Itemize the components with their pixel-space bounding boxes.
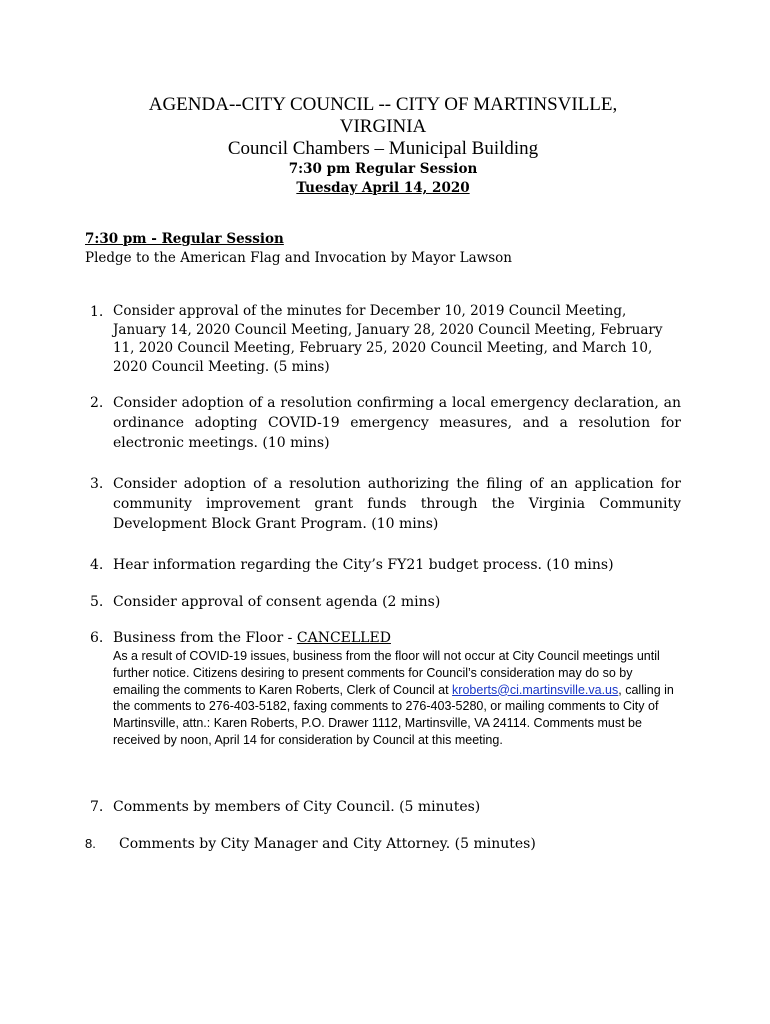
business-floor-note <box>113 648 681 749</box>
meeting-location: Council Chambers – Municipal Building <box>227 138 539 159</box>
item-number: 1. <box>90 304 104 320</box>
agenda-item-7 <box>85 797 681 817</box>
agenda-item-2 <box>85 393 681 453</box>
item-6-label: Business from the Floor - <box>113 630 297 646</box>
item-text: Consider approval of the minutes for December 10, 2019 Council Meeting, January 14, 2020 Council Meeting, January 28, 2020 Council Meeting, February 11, 2020 Council Meeting, February 25, 2020 Council Meeting, and March 10, 2020 Council Meeting. (5 mins) <box>113 303 663 375</box>
agenda-title-line2: VIRGINIA <box>339 116 427 137</box>
item-text: Comments by members of City Council. (5 minutes) <box>113 799 481 815</box>
item-number: 8. <box>85 836 96 851</box>
agenda-title-line1: AGENDA--CITY COUNCIL -- CITY OF MARTINSVILLE, <box>148 94 618 115</box>
agenda-item-8 <box>85 834 536 854</box>
item-number: 2. <box>90 395 104 411</box>
item-number: 3. <box>90 476 104 492</box>
item-text: Consider approval of consent agenda (2 mins) <box>113 594 441 610</box>
meeting-date: Tuesday April 14, 2020 <box>296 180 470 196</box>
session-time: 7:30 pm Regular Session <box>288 161 478 177</box>
item-number: 4. <box>90 557 104 573</box>
item-number: 5. <box>90 594 104 610</box>
regular-session-title: 7:30 pm - Regular Session <box>85 231 284 247</box>
agenda-header <box>85 94 681 198</box>
agenda-item-4 <box>85 555 681 575</box>
clerk-email-link[interactable]: kroberts@ci.martinsville.va.us <box>452 682 619 697</box>
agenda-item-6 <box>85 628 681 749</box>
note-text-after: , calling in the comments to 276-403-5182, faxing comments to 276-403-5280, or mailing comments to City of Martinsville, attn.: Karen Roberts, P.O. Drawer 1112, Martinsville, VA 24114. Comments must be received by noon, April 14 for consideration by Council at this meeting. <box>113 682 674 747</box>
regular-session-block <box>85 230 685 268</box>
agenda-item-3 <box>85 474 681 534</box>
item-text: Consider adoption of a resolution confirming a local emergency declaration, an ordinance adopting COVID-19 emergency measures, and a resolution for electronic meetings. (10 mins) <box>113 395 681 451</box>
item-text: Consider adoption of a resolution authorizing the filing of an application for community improvement grant funds through the Virginia Community Development Block Grant Program. (10 mins) <box>113 476 681 532</box>
agenda-item-5 <box>85 592 681 612</box>
item-text <box>113 628 681 648</box>
item-text: Comments by City Manager and City Attorney. (5 minutes) <box>119 836 536 852</box>
cancelled-status: CANCELLED <box>296 630 391 646</box>
agenda-item-1 <box>85 302 681 376</box>
item-number: 7. <box>90 799 104 815</box>
item-number: 6. <box>90 630 104 646</box>
regular-session-text: Pledge to the American Flag and Invocation by Mayor Lawson <box>85 250 512 266</box>
note-text-before: As a result of COVID-19 issues, business from the floor will not occur at City Council meetings until further notice. Citizens desiring to present comments for Council’s consideration may do so by emailing the comments to Karen Roberts, Clerk of Council at <box>113 649 660 697</box>
item-text: Hear information regarding the City’s FY21 budget process. (10 mins) <box>113 557 614 573</box>
